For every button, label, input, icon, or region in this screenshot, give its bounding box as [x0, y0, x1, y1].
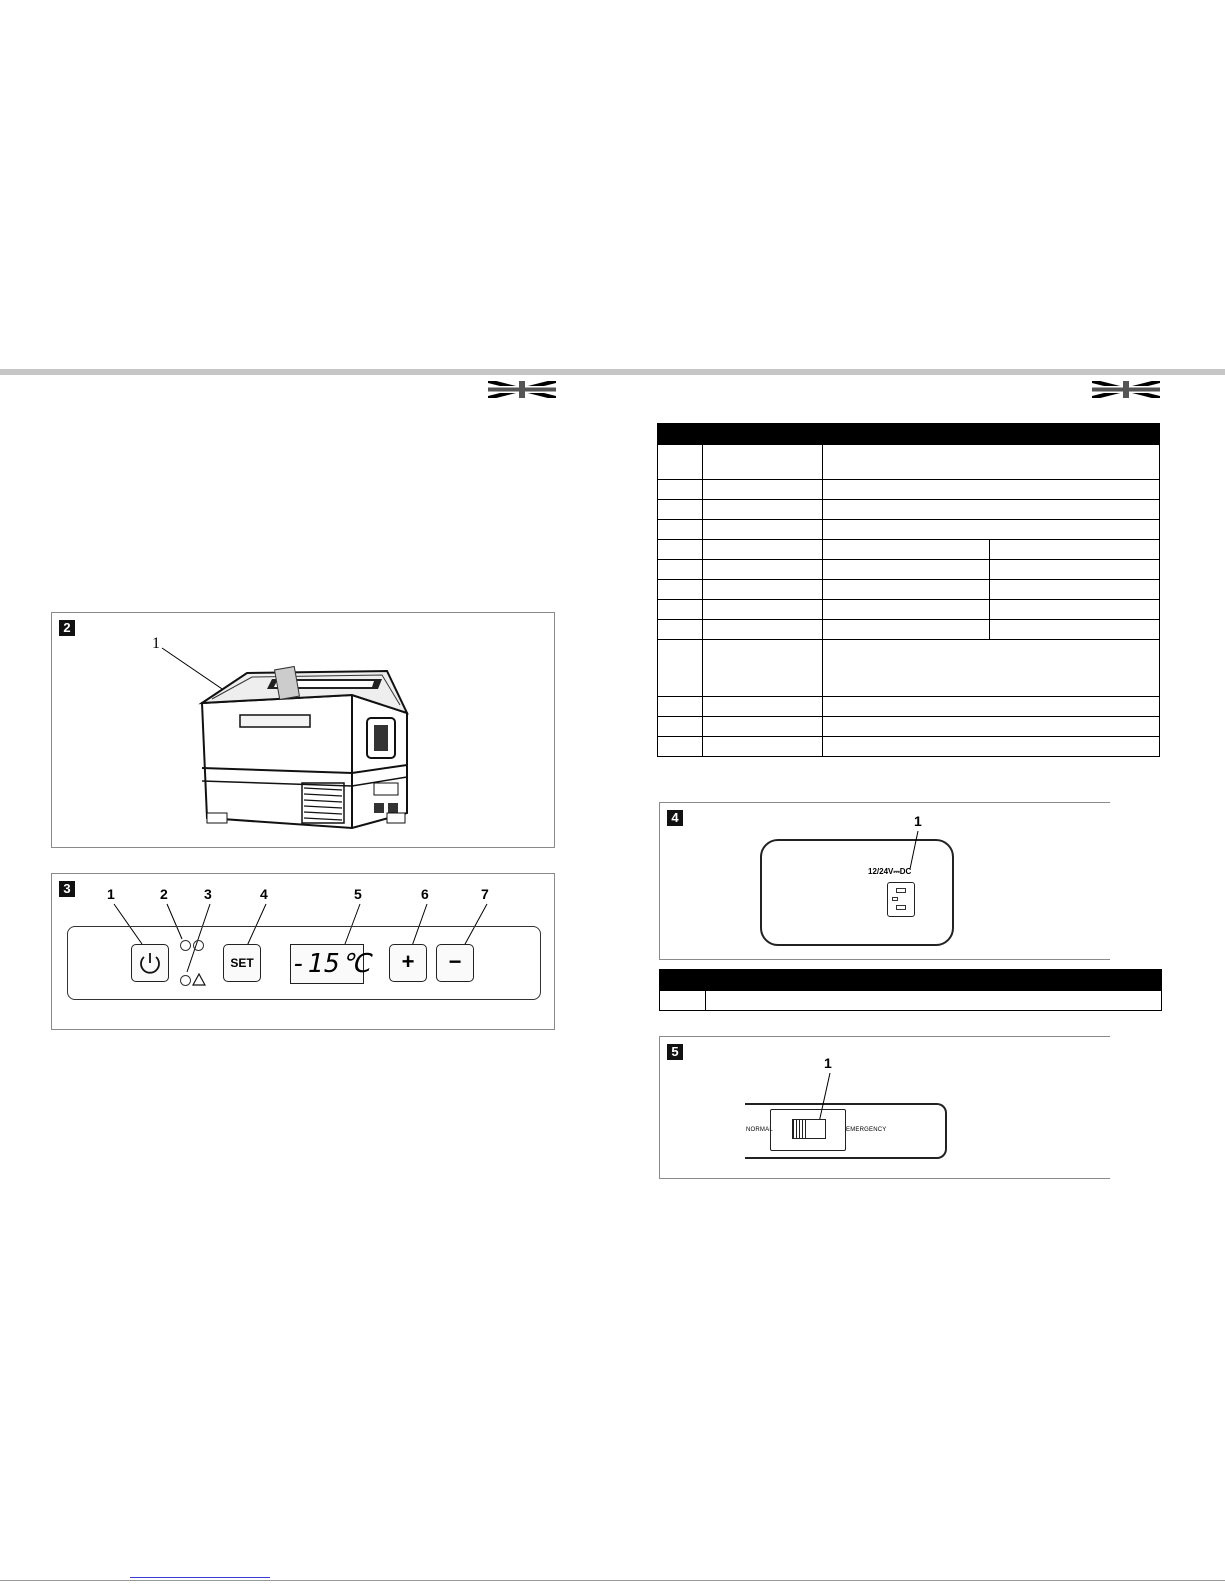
callout-leader-line [900, 829, 930, 869]
power-icon [132, 945, 168, 981]
set-button[interactable]: SET [223, 944, 261, 982]
callout-number: 1 [914, 813, 922, 829]
callout-number: 4 [260, 886, 268, 902]
callout-number: 1 [107, 886, 115, 902]
figure-4-panel [659, 802, 1110, 960]
figure-2-panel [51, 612, 555, 848]
temperature-display: -15℃ [290, 944, 364, 984]
callout-number: 1 [824, 1055, 832, 1071]
page-bottom-rule [0, 1580, 1225, 1581]
switch-left-label: NORMAL [746, 1127, 773, 1133]
figure-badge: 3 [59, 881, 75, 897]
decrease-button[interactable]: − [436, 944, 474, 982]
power-button[interactable] [131, 944, 169, 982]
dc-socket-icon [887, 882, 915, 917]
warning-triangle-icon [192, 973, 206, 986]
status-led [193, 940, 204, 951]
callout-number: 1 [152, 635, 160, 652]
uk-flag-icon [488, 381, 556, 398]
status-led [180, 940, 191, 951]
socket-table [659, 969, 1162, 1011]
figure-badge: 2 [59, 620, 75, 636]
callout-number: 2 [160, 886, 168, 902]
page-divider [0, 369, 1225, 375]
callout-number: 3 [204, 886, 212, 902]
figure-3-panel [51, 873, 555, 1030]
figure-badge: 5 [667, 1044, 683, 1060]
switch-right-label: EMERGENCY [846, 1127, 887, 1133]
link-underline[interactable] [130, 1577, 270, 1578]
increase-button[interactable]: + [389, 944, 427, 982]
figure-5-panel [659, 1036, 1110, 1179]
callout-number: 5 [354, 886, 362, 902]
callout-number: 7 [481, 886, 489, 902]
uk-flag-icon [1092, 381, 1160, 398]
specification-table [657, 423, 1160, 757]
callout-number: 6 [421, 886, 429, 902]
fridge-illustration [152, 643, 472, 843]
socket-label: 12/24V⎓DC [868, 867, 912, 876]
warning-led [180, 975, 191, 986]
figure-badge: 4 [667, 810, 683, 826]
mode-toggle-switch[interactable] [792, 1119, 826, 1139]
